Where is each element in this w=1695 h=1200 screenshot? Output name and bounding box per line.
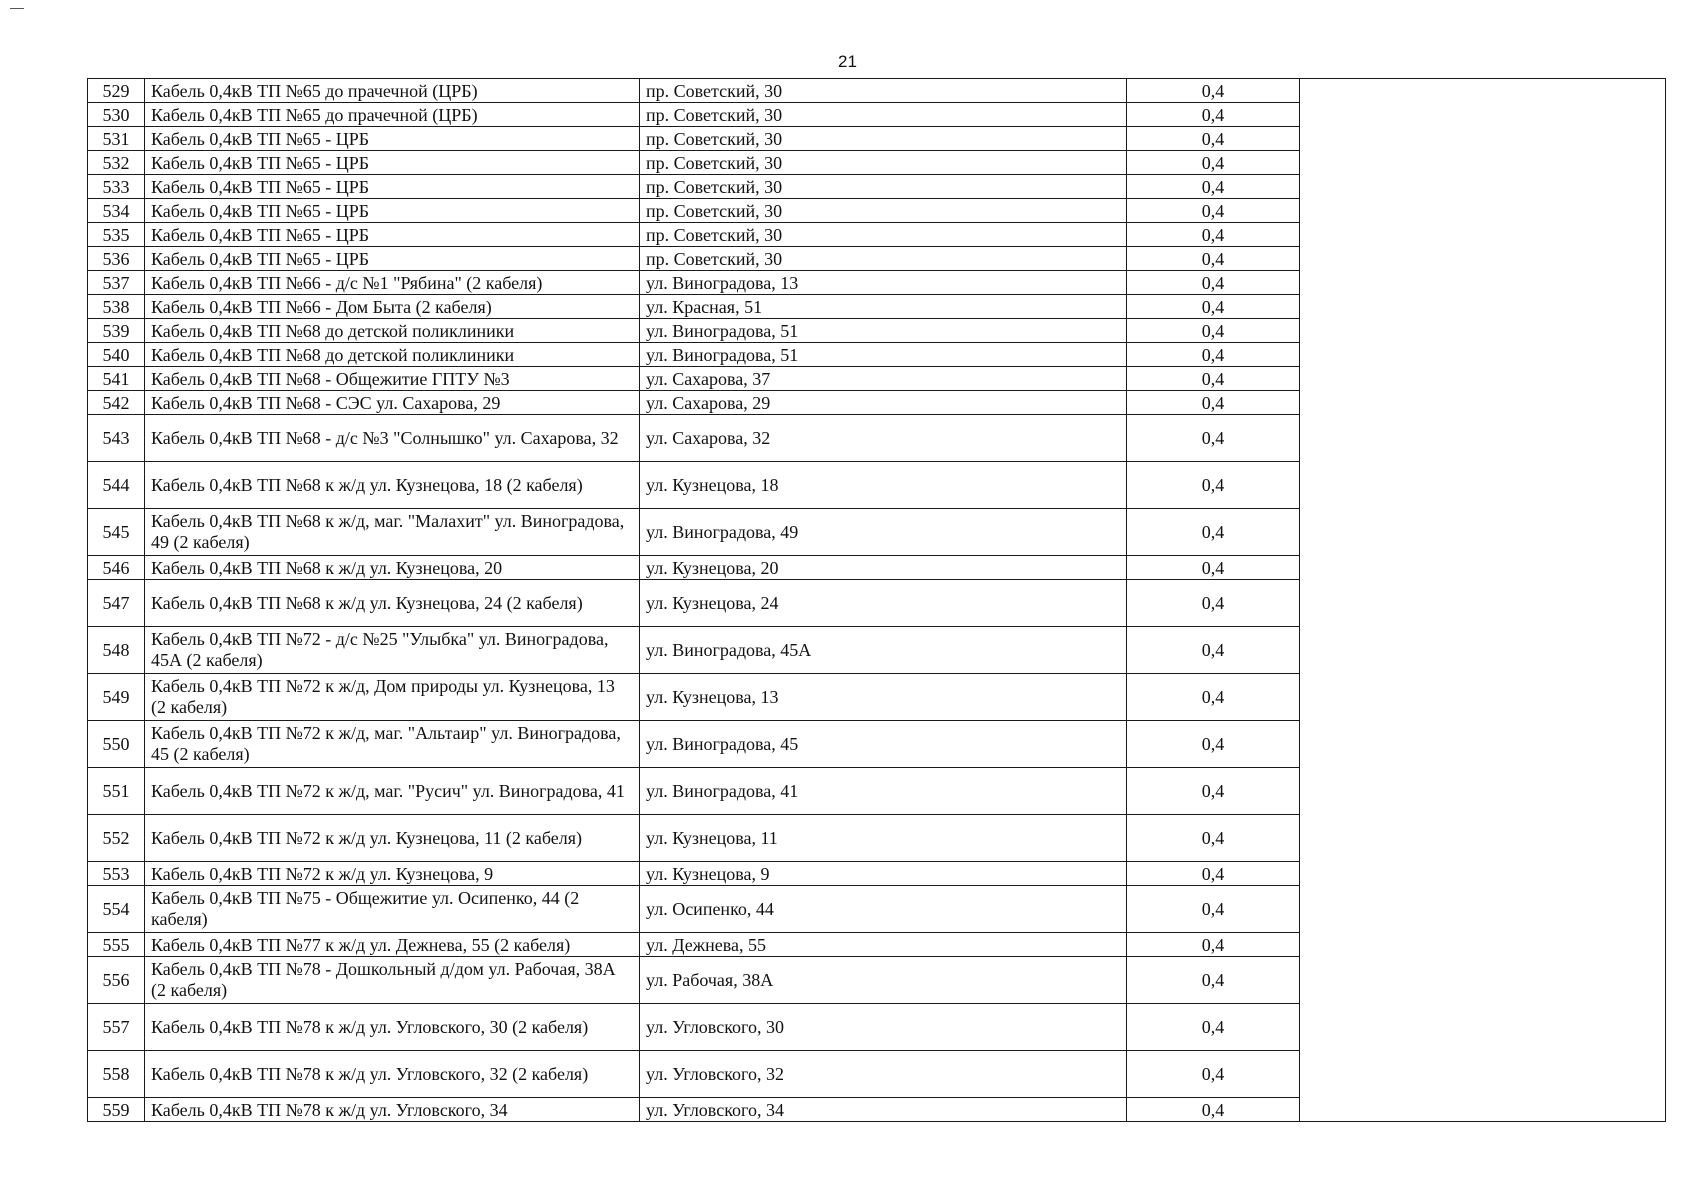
address-cell: ул. Угловского, 32 — [640, 1051, 1127, 1098]
cable-description-cell: Кабель 0,4кВ ТП №72 к ж/д ул. Кузнецова, 9 — [145, 862, 640, 886]
address-cell: пр. Советский, 30 — [640, 127, 1127, 151]
address-cell: ул. Виноградова, 51 — [640, 343, 1127, 367]
cable-description-cell: Кабель 0,4кВ ТП №66 - д/с №1 "Рябина" (2 кабеля) — [145, 271, 640, 295]
row-number-cell: 547 — [88, 580, 145, 627]
address-cell: ул. Кузнецова, 18 — [640, 462, 1127, 509]
address-cell: ул. Угловского, 30 — [640, 1004, 1127, 1051]
address-cell: пр. Советский, 30 — [640, 223, 1127, 247]
voltage-cell: 0,4 — [1127, 127, 1300, 151]
cable-description-cell: Кабель 0,4кВ ТП №68 до детской поликлиники — [145, 319, 640, 343]
address-cell: пр. Советский, 30 — [640, 103, 1127, 127]
voltage-cell: 0,4 — [1127, 391, 1300, 415]
voltage-cell: 0,4 — [1127, 319, 1300, 343]
row-number-cell: 554 — [88, 886, 145, 933]
voltage-cell: 0,4 — [1127, 1051, 1300, 1098]
cable-description-cell: Кабель 0,4кВ ТП №78 к ж/д ул. Угловского, 30 (2 кабеля) — [145, 1004, 640, 1051]
address-cell: ул. Виноградова, 13 — [640, 271, 1127, 295]
cable-description-cell: Кабель 0,4кВ ТП №68 к ж/д, маг. "Малахит" ул. Виноградова, 49 (2 кабеля) — [145, 509, 640, 556]
voltage-cell: 0,4 — [1127, 151, 1300, 175]
cable-description-cell: Кабель 0,4кВ ТП №65 - ЦРБ — [145, 247, 640, 271]
cable-description-cell: Кабель 0,4кВ ТП №72 к ж/д, маг. "Альтаир" ул. Виноградова, 45 (2 кабеля) — [145, 721, 640, 768]
cable-description-cell: Кабель 0,4кВ ТП №72 - д/с №25 "Улыбка" ул. Виноградова, 45А (2 кабеля) — [145, 627, 640, 674]
voltage-cell: 0,4 — [1127, 627, 1300, 674]
cable-description-cell: Кабель 0,4кВ ТП №78 - Дошкольный д/дом ул. Рабочая, 38А (2 кабеля) — [145, 957, 640, 1004]
cable-description-cell: Кабель 0,4кВ ТП №65 - ЦРБ — [145, 223, 640, 247]
voltage-cell: 0,4 — [1127, 462, 1300, 509]
address-cell: ул. Кузнецова, 9 — [640, 862, 1127, 886]
row-number-cell: 556 — [88, 957, 145, 1004]
voltage-cell: 0,4 — [1127, 815, 1300, 862]
row-number-cell: 539 — [88, 319, 145, 343]
address-cell: ул. Кузнецова, 11 — [640, 815, 1127, 862]
cable-description-cell: Кабель 0,4кВ ТП №66 - Дом Быта (2 кабеля) — [145, 295, 640, 319]
voltage-cell: 0,4 — [1127, 223, 1300, 247]
address-cell: ул. Угловского, 34 — [640, 1098, 1127, 1122]
voltage-cell: 0,4 — [1127, 343, 1300, 367]
cable-description-cell: Кабель 0,4кВ ТП №77 к ж/д ул. Дежнева, 55 (2 кабеля) — [145, 933, 640, 957]
voltage-cell: 0,4 — [1127, 79, 1300, 103]
address-cell: ул. Кузнецова, 24 — [640, 580, 1127, 627]
address-cell: пр. Советский, 30 — [640, 247, 1127, 271]
address-cell: пр. Советский, 30 — [640, 175, 1127, 199]
address-cell: ул. Виноградова, 49 — [640, 509, 1127, 556]
row-number-cell: 534 — [88, 199, 145, 223]
table-row — [88, 79, 1666, 103]
row-number-cell: 538 — [88, 295, 145, 319]
row-number-cell: 531 — [88, 127, 145, 151]
voltage-cell: 0,4 — [1127, 247, 1300, 271]
row-number-cell: 553 — [88, 862, 145, 886]
row-number-cell: 535 — [88, 223, 145, 247]
row-number-cell: 541 — [88, 367, 145, 391]
row-number-cell: 557 — [88, 1004, 145, 1051]
cable-description-cell: Кабель 0,4кВ ТП №72 к ж/д, Дом природы ул. Кузнецова, 13 (2 кабеля) — [145, 674, 640, 721]
row-number-cell: 529 — [88, 79, 145, 103]
voltage-cell: 0,4 — [1127, 271, 1300, 295]
address-cell: ул. Сахарова, 32 — [640, 415, 1127, 462]
cable-description-cell: Кабель 0,4кВ ТП №75 - Общежитие ул. Осипенко, 44 (2 кабеля) — [145, 886, 640, 933]
address-cell: ул. Красная, 51 — [640, 295, 1127, 319]
address-cell: ул. Сахарова, 37 — [640, 367, 1127, 391]
cable-description-cell: Кабель 0,4кВ ТП №65 - ЦРБ — [145, 199, 640, 223]
page-number: 21 — [838, 52, 857, 71]
cable-description-cell: Кабель 0,4кВ ТП №78 к ж/д ул. Угловского, 32 (2 кабеля) — [145, 1051, 640, 1098]
voltage-cell: 0,4 — [1127, 509, 1300, 556]
address-cell: ул. Кузнецова, 13 — [640, 674, 1127, 721]
address-cell: пр. Советский, 30 — [640, 79, 1127, 103]
row-number-cell: 542 — [88, 391, 145, 415]
address-cell: ул. Виноградова, 45А — [640, 627, 1127, 674]
voltage-cell: 0,4 — [1127, 768, 1300, 815]
voltage-cell: 0,4 — [1127, 580, 1300, 627]
voltage-cell: 0,4 — [1127, 886, 1300, 933]
voltage-cell: 0,4 — [1127, 862, 1300, 886]
row-number-cell: 545 — [88, 509, 145, 556]
voltage-cell: 0,4 — [1127, 957, 1300, 1004]
voltage-cell: 0,4 — [1127, 367, 1300, 391]
cable-description-cell: Кабель 0,4кВ ТП №65 - ЦРБ — [145, 127, 640, 151]
row-number-cell: 548 — [88, 627, 145, 674]
empty-notes-column — [1300, 79, 1666, 1122]
cable-description-cell: Кабель 0,4кВ ТП №68 до детской поликлиники — [145, 343, 640, 367]
voltage-cell: 0,4 — [1127, 674, 1300, 721]
row-number-cell: 533 — [88, 175, 145, 199]
voltage-cell: 0,4 — [1127, 556, 1300, 580]
cable-register-body — [88, 79, 1666, 1122]
row-number-cell: 540 — [88, 343, 145, 367]
row-number-cell: 559 — [88, 1098, 145, 1122]
address-cell: ул. Виноградова, 41 — [640, 768, 1127, 815]
address-cell: ул. Кузнецова, 20 — [640, 556, 1127, 580]
address-cell: пр. Советский, 30 — [640, 151, 1127, 175]
address-cell: ул. Сахарова, 29 — [640, 391, 1127, 415]
cable-description-cell: Кабель 0,4кВ ТП №68 - Общежитие ГПТУ №3 — [145, 367, 640, 391]
row-number-cell: 543 — [88, 415, 145, 462]
row-number-cell: 558 — [88, 1051, 145, 1098]
row-number-cell: 537 — [88, 271, 145, 295]
row-number-cell: 555 — [88, 933, 145, 957]
cable-description-cell: Кабель 0,4кВ ТП №65 - ЦРБ — [145, 151, 640, 175]
voltage-cell: 0,4 — [1127, 103, 1300, 127]
cable-register-table — [87, 78, 1666, 1122]
cable-description-cell: Кабель 0,4кВ ТП №68 - СЭС ул. Сахарова, 29 — [145, 391, 640, 415]
row-number-cell: 530 — [88, 103, 145, 127]
row-number-cell: 549 — [88, 674, 145, 721]
cable-description-cell: Кабель 0,4кВ ТП №68 к ж/д ул. Кузнецова, 20 — [145, 556, 640, 580]
address-cell: ул. Рабочая, 38А — [640, 957, 1127, 1004]
row-number-cell: 532 — [88, 151, 145, 175]
address-cell: ул. Осипенко, 44 — [640, 886, 1127, 933]
voltage-cell: 0,4 — [1127, 721, 1300, 768]
cable-description-cell: Кабель 0,4кВ ТП №78 к ж/д ул. Угловского, 34 — [145, 1098, 640, 1122]
address-cell: ул. Виноградова, 51 — [640, 319, 1127, 343]
address-cell: пр. Советский, 30 — [640, 199, 1127, 223]
cable-description-cell: Кабель 0,4кВ ТП №65 до прачечной (ЦРБ) — [145, 103, 640, 127]
voltage-cell: 0,4 — [1127, 1004, 1300, 1051]
row-number-cell: 546 — [88, 556, 145, 580]
row-number-cell: 536 — [88, 247, 145, 271]
row-number-cell: 550 — [88, 721, 145, 768]
cable-description-cell: Кабель 0,4кВ ТП №68 - д/с №3 "Солнышко" ул. Сахарова, 32 — [145, 415, 640, 462]
scan-corner-mark — [10, 8, 24, 9]
voltage-cell: 0,4 — [1127, 1098, 1300, 1122]
voltage-cell: 0,4 — [1127, 199, 1300, 223]
voltage-cell: 0,4 — [1127, 933, 1300, 957]
voltage-cell: 0,4 — [1127, 295, 1300, 319]
row-number-cell: 551 — [88, 768, 145, 815]
voltage-cell: 0,4 — [1127, 415, 1300, 462]
row-number-cell: 552 — [88, 815, 145, 862]
voltage-cell: 0,4 — [1127, 175, 1300, 199]
cable-description-cell: Кабель 0,4кВ ТП №65 - ЦРБ — [145, 175, 640, 199]
row-number-cell: 544 — [88, 462, 145, 509]
address-cell: ул. Дежнева, 55 — [640, 933, 1127, 957]
cable-description-cell: Кабель 0,4кВ ТП №72 к ж/д, маг. "Русич" ул. Виноградова, 41 — [145, 768, 640, 815]
cable-description-cell: Кабель 0,4кВ ТП №68 к ж/д ул. Кузнецова, 18 (2 кабеля) — [145, 462, 640, 509]
cable-description-cell: Кабель 0,4кВ ТП №72 к ж/д ул. Кузнецова, 11 (2 кабеля) — [145, 815, 640, 862]
cable-description-cell: Кабель 0,4кВ ТП №65 до прачечной (ЦРБ) — [145, 79, 640, 103]
address-cell: ул. Виноградова, 45 — [640, 721, 1127, 768]
cable-description-cell: Кабель 0,4кВ ТП №68 к ж/д ул. Кузнецова, 24 (2 кабеля) — [145, 580, 640, 627]
